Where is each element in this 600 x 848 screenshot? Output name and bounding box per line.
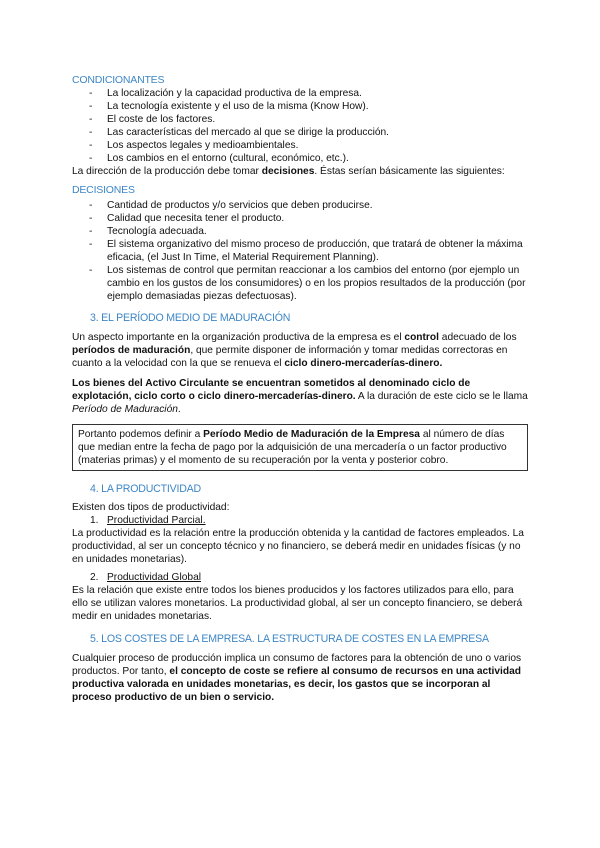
section-4-intro: Existen dos tipos de productividad: (72, 502, 230, 513)
decisiones-heading: DECISIONES (72, 184, 135, 196)
document-page (72, 74, 528, 704)
list-item: - Calidad que necesita tener el producto. (72, 212, 528, 225)
list-item: - La localización y la capacidad productiva de la empresa. (72, 87, 528, 100)
list-item: - Los sistemas de control que permitan reaccionar a los cambios del entorno (por ejemplo un cambio en los gustos de los consumidores) o en los propios resultados de la producción (por ejemplo demasiadas piezas defectuosas). (72, 264, 528, 303)
section-3-paragraph-1: Un aspecto importante en la organización productiva de la empresa es el control adecuado de los períodos de maduración, que permite disponer de información y tomar medidas correctoras en cuanto a la velocidad con la que se renueva el ciclo dinero-mercaderías-dinero. (72, 332, 517, 369)
decisiones-intro: La dirección de la producción debe tomar decisiones. Éstas serían básicamente las siguientes: (72, 166, 505, 177)
definition-box: Portanto podemos definir a Período Medio de Maduración de la Empresa al número de días que median entre la fecha de pago por la adquisición de una mercadería o un factor productivo (materias primas) y el momento de su recuperación por la venta y posterior cobro. (72, 424, 528, 471)
productivity-type-1: 1. Productividad Parcial. (90, 515, 206, 526)
list-item: - Tecnología adecuada. (72, 225, 528, 238)
section-4-heading: 4. LA PRODUCTIVIDAD (90, 483, 201, 495)
section-3-heading: 3. EL PERÍODO MEDIO DE MADURACIÓN (90, 312, 291, 324)
list-item: - Los aspectos legales y medioambientales. (72, 139, 528, 152)
decisiones-list (72, 199, 528, 303)
productivity-type-2: 2. Productividad Global (90, 572, 202, 583)
list-item: - Cantidad de productos y/o servicios que deben producirse. (72, 199, 528, 212)
list-item: - La tecnología existente y el uso de la misma (Know How). (72, 100, 528, 113)
condicionantes-heading: CONDICIONANTES (72, 74, 165, 86)
condicionantes-list (72, 87, 528, 165)
productivity-type-2-text: Es la relación que existe entre todos los bienes producidos y los factores utilizados para ello, para ello se utilizan valores monetarios. La productividad global, al ser un concepto financiero, se deberá medir en unidades monetarias. (72, 585, 523, 622)
section-5-paragraph: Cualquier proceso de producción implica un consumo de factores para la obtención de uno o varios productos. Por tanto, el concepto de coste se refiere al consumo de recursos en una actividad productiva valorada en unidades monetarias, es decir, los gastos que se incorporan al proceso productivo de un bien o servicio. (72, 653, 522, 703)
list-item: - El sistema organizativo del mismo proceso de producción, que tratará de obtener la máxima eficacia, (el Just In Time, el Material Requirement Planning). (72, 238, 528, 264)
list-item: - Las características del mercado al que se dirige la producción. (72, 126, 528, 139)
productivity-type-1-text: La productividad es la relación entre la producción obtenida y la cantidad de factores empleados. La productividad, al ser un concepto técnico y no financiero, se deberá medir en unidades físicas (y no en unidades monetarias). (72, 528, 524, 565)
list-item: - El coste de los factores. (72, 113, 528, 126)
section-3-paragraph-2: Los bienes del Activo Circulante se encuentran sometidos al denominado ciclo de explotación, ciclo corto o ciclo dinero-mercaderías-dinero. A la duración de este ciclo se le llama Período de Maduración. (72, 378, 528, 415)
section-5-heading: 5. LOS COSTES DE LA EMPRESA. LA ESTRUCTURA DE COSTES EN LA EMPRESA (90, 633, 489, 645)
list-item: - Los cambios en el entorno (cultural, económico, etc.). (72, 152, 528, 165)
